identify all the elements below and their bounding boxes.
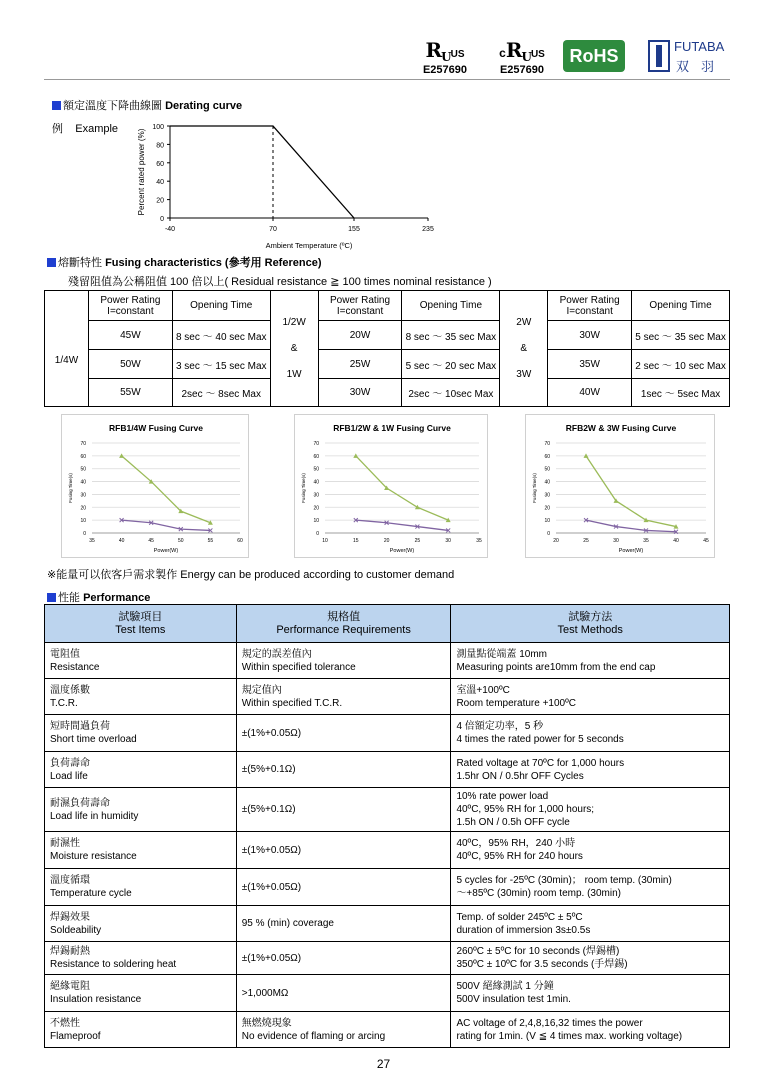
fusing-curve-2-box	[294, 414, 488, 558]
series-line	[586, 456, 676, 527]
table-row	[45, 643, 730, 679]
time-cell: 2sec ～ 8sec Max	[172, 379, 270, 407]
method-cell: 10% rate power load 40ºC, 95% RH for 1,000 hours; 1.5h ON / 0.5h OFF cycle	[451, 788, 730, 832]
requirement-cell: 規定的誤差值內 Within specified tolerance	[236, 643, 451, 679]
test-item-cell: 短時間過負荷 Short time overload	[45, 715, 237, 752]
table-row	[45, 942, 730, 975]
fusing-curve-3-chart	[526, 415, 716, 559]
test-item-cell: 負荷壽命 Load life	[45, 752, 237, 788]
method-cell: AC voltage of 2,4,8,16,32 times the power rating for 1min. (V ≦ 4 times max. working voltage)	[451, 1012, 730, 1048]
x-tick-label: 45	[148, 538, 154, 544]
performance-header-row	[45, 605, 730, 643]
futaba-logo-icon	[648, 40, 670, 72]
power-cell: 25W	[318, 350, 402, 379]
time-cell: 8 sec ～ 35 sec Max	[402, 321, 500, 350]
col-test-items: 試驗項目 Test Items	[45, 605, 237, 643]
power-cell: 30W	[318, 379, 402, 407]
y-tick-label: 70	[313, 441, 319, 447]
y-tick-label: 30	[313, 492, 319, 499]
ul-logo-icon: $R_U$	[425, 38, 451, 64]
cul-cert	[492, 38, 552, 76]
power-cell: 30W	[548, 321, 632, 350]
requirement-cell: 95 % (min) coverage	[236, 906, 451, 942]
cul-logo-icon: $R_U$	[505, 38, 531, 64]
fusing-table	[44, 290, 730, 407]
cert-us-label: US	[530, 49, 545, 60]
power-cell: 40W	[548, 379, 632, 407]
y-tick-label: 0	[316, 531, 319, 537]
y-tick-label: 50	[313, 466, 319, 473]
x-tick-label: 40	[118, 538, 125, 544]
method-cell: 40ºC，95% RH，240 小時 40ºC, 95% RH for 240 hours	[451, 832, 730, 869]
y-tick-label: 10	[313, 518, 319, 525]
bullet-square-icon	[47, 593, 56, 602]
power-header: Power Rating I=constant	[548, 291, 632, 321]
chart-title: RFB1/4W Fusing Curve	[109, 423, 203, 433]
chart-title: RFB2W & 3W Fusing Curve	[565, 423, 677, 433]
x-tick-label: 235	[422, 226, 434, 233]
rohs-badge: RoHS	[563, 40, 625, 72]
y-tick-label: 20	[156, 197, 164, 205]
test-item-cell: 焊錫耐熱 Resistance to soldering heat	[45, 942, 237, 975]
test-item-cell: 絕緣電阻 Insulation resistance	[45, 975, 237, 1012]
series-line	[356, 520, 448, 530]
table-row	[45, 679, 730, 715]
x-tick-label: 155	[348, 226, 360, 233]
test-item-cell: 耐濕性 Moisture resistance	[45, 832, 237, 869]
fusing-curve-2-chart	[295, 415, 489, 559]
ul-cert-1	[418, 38, 472, 76]
y-tick-label: 20	[313, 505, 319, 512]
y-axis-label: Fusing Time(s)	[532, 473, 537, 503]
cert-code: E257690	[422, 64, 468, 76]
y-tick-label: 70	[544, 441, 550, 447]
test-item-cell: 電阻值 Resistance	[45, 643, 237, 679]
x-axis-label: Ambient Temperature (ºC)	[265, 241, 353, 250]
x-tick-label: 30	[613, 538, 619, 544]
y-tick-label: 80	[156, 142, 164, 150]
performance-table	[44, 604, 730, 1048]
cert-us-label: US	[450, 49, 465, 60]
y-axis-label: Fusing Time(s)	[301, 473, 306, 503]
y-tick-label: 60	[544, 453, 550, 460]
opening-header: Opening Time	[402, 291, 500, 321]
power-header: Power Rating I=constant	[318, 291, 402, 321]
power-cell: 55W	[88, 379, 172, 407]
method-cell: 室溫+100ºC Room temperature +100ºC	[451, 679, 730, 715]
series-line	[122, 456, 211, 523]
cert-c-label: c	[499, 46, 506, 60]
x-tick-label: 25	[583, 538, 589, 544]
x-tick-label: 15	[353, 538, 359, 544]
group-label: 1/2W & 1W	[270, 291, 318, 407]
requirement-cell: ±(1%+0.05Ω)	[236, 715, 451, 752]
time-cell: 8 sec ～ 40 sec Max	[172, 321, 270, 350]
cert-code: E257690	[499, 64, 545, 76]
x-tick-label: 40	[673, 538, 679, 544]
table-row	[45, 321, 730, 350]
group-label: 1/4W	[45, 291, 89, 407]
y-tick-label: 70	[80, 441, 86, 447]
requirement-cell: 無燃燒現象 No evidence of flaming or arcing	[236, 1012, 451, 1048]
performance-title: 性能 Performance	[47, 589, 150, 605]
series-line	[586, 520, 676, 532]
x-tick-label: -40	[164, 226, 176, 233]
method-cell: Rated voltage at 70ºC for 1,000 hours 1.5hr ON / 0.5hr OFF Cycles	[451, 752, 730, 788]
x-tick-label: 30	[445, 538, 451, 544]
derating-line	[170, 126, 354, 218]
time-cell: 1sec ～ 5sec Max	[632, 379, 730, 407]
time-cell: 2sec ～ 10sec Max	[402, 379, 500, 407]
table-row	[45, 975, 730, 1012]
y-tick-label: 60	[156, 160, 164, 168]
power-cell: 20W	[318, 321, 402, 350]
brand-name: FUTABA	[674, 39, 725, 54]
x-tick-label: 10	[322, 538, 328, 544]
col-requirements: 規格值 Performance Requirements	[236, 605, 451, 643]
time-cell: 3 sec ～ 15 sec Max	[172, 350, 270, 379]
power-cell: 50W	[88, 350, 172, 379]
test-item-cell: 不燃性 Flameproof	[45, 1012, 237, 1048]
method-cell: 500V 絕緣測試 1 分鐘 500V insulation test 1min.	[451, 975, 730, 1012]
col-test-methods: 試驗方法 Test Methods	[451, 605, 730, 643]
requirement-cell: ±(1%+0.05Ω)	[236, 869, 451, 906]
table-row	[45, 869, 730, 906]
method-cell: 5 cycles for -25ºC (30min)； room temp. (30min) ～+85ºC (30min) room temp. (30min)	[451, 869, 730, 906]
fusing-curve-1-box	[61, 414, 249, 558]
test-item-cell: 耐濕負荷壽命 Load life in humidity	[45, 788, 237, 832]
table-row	[45, 832, 730, 869]
x-tick-label: 55	[207, 538, 214, 544]
bullet-square-icon	[52, 101, 61, 110]
test-item-cell: 溫度係數 T.C.R.	[45, 679, 237, 715]
y-tick-label: 20	[80, 505, 86, 512]
power-header: Power Rating I=constant	[88, 291, 172, 321]
residual-note: 殘留阻值為公稱阻值 100 倍以上( Residual resistance ≧ 100 times nominal resistance )	[68, 276, 492, 288]
x-tick-label: 35	[476, 538, 482, 544]
series-line	[356, 456, 448, 520]
y-tick-label: 40	[156, 179, 164, 187]
time-cell: 5 sec ～ 35 sec Max	[632, 321, 730, 350]
requirement-cell: ±(1%+0.05Ω)	[236, 942, 451, 975]
table-row	[45, 350, 730, 379]
fusing-curve-3-box	[525, 414, 715, 558]
x-tick-label: 35	[643, 538, 649, 544]
y-tick-label: 0	[547, 531, 550, 537]
x-tick-label: 20	[553, 538, 559, 544]
y-tick-label: 60	[313, 453, 319, 460]
derating-chart	[128, 118, 448, 254]
series-line	[122, 520, 211, 530]
y-tick-label: 30	[80, 492, 86, 499]
bullet-square-icon	[47, 258, 56, 267]
fusing-curve-1-chart	[62, 415, 250, 559]
requirement-cell: 規定值內 Within specified T.C.R.	[236, 679, 451, 715]
opening-header: Opening Time	[172, 291, 270, 321]
time-cell: 5 sec ～ 20 sec Max	[402, 350, 500, 379]
table-row	[45, 906, 730, 942]
method-cell: 4 倍額定功率，5 秒 4 times the rated power for 5 seconds	[451, 715, 730, 752]
method-cell: 測量點從端蓋 10mm Measuring points are10mm from the end cap	[451, 643, 730, 679]
y-tick-label: 30	[544, 492, 550, 499]
table-row	[45, 788, 730, 832]
x-tick-label: 35	[89, 538, 95, 544]
page-number: 27	[376, 1057, 391, 1071]
y-tick-label: 20	[544, 505, 550, 512]
group-label: 2W & 3W	[500, 291, 548, 407]
power-cell: 45W	[88, 321, 172, 350]
x-tick-label: 60	[237, 538, 243, 544]
table-row	[45, 715, 730, 752]
method-cell: 260ºC ± 5ºC for 10 seconds (焊錫槽) 350ºC ± 10ºC for 3.5 seconds (手焊錫)	[451, 942, 730, 975]
brand-name-cn: 双羽	[676, 59, 727, 74]
time-cell: 2 sec ～ 10 sec Max	[632, 350, 730, 379]
x-axis-label: Power(W)	[153, 548, 179, 554]
y-tick-label: 50	[80, 466, 86, 473]
y-tick-label: 50	[544, 466, 550, 473]
y-tick-label: 40	[313, 479, 319, 486]
example-label: 例 Example	[52, 123, 119, 135]
requirement-cell: ±(1%+0.05Ω)	[236, 832, 451, 869]
x-axis-label: Power(W)	[389, 548, 415, 554]
y-tick-label: 40	[80, 479, 86, 486]
y-tick-label: 10	[80, 518, 86, 525]
x-axis-label: Power(W)	[618, 548, 644, 554]
x-tick-label: 70	[269, 226, 277, 233]
y-axis-label: Fusing Time(s)	[68, 473, 73, 503]
y-tick-label: 100	[152, 124, 164, 131]
y-tick-label: 40	[544, 479, 550, 486]
y-tick-label: 0	[83, 531, 86, 537]
power-cell: 35W	[548, 350, 632, 379]
y-tick-label: 60	[80, 453, 86, 460]
x-tick-label: 45	[703, 538, 709, 544]
method-cell: Temp. of solder 245ºC ± 5ºC duration of immersion 3s±0.5s	[451, 906, 730, 942]
test-item-cell: 溫度循環 Temperature cycle	[45, 869, 237, 906]
y-tick-label: 10	[544, 518, 550, 525]
y-tick-label: 0	[160, 216, 164, 223]
requirement-cell: ±(5%+0.1Ω)	[236, 788, 451, 832]
opening-header: Opening Time	[632, 291, 730, 321]
chart-title: RFB1/2W & 1W Fusing Curve	[333, 423, 451, 433]
test-item-cell: 焊錫效果 Soldeability	[45, 906, 237, 942]
table-row	[45, 379, 730, 407]
x-tick-label: 20	[383, 538, 390, 544]
y-axis-label: Percent rated power (%)	[137, 128, 146, 216]
x-tick-label: 25	[414, 538, 421, 544]
energy-note: ※能量可以依客戶需求製作 Energy can be produced according to customer demand	[47, 569, 455, 581]
header-divider	[44, 79, 730, 80]
table-row	[45, 1012, 730, 1048]
requirement-cell: ±(5%+0.1Ω)	[236, 752, 451, 788]
fusing-title: 熔斷特性 Fusing characteristics (參考用 Reference)	[47, 254, 321, 270]
requirement-cell: >1,000MΩ	[236, 975, 451, 1012]
x-tick-label: 50	[178, 538, 184, 544]
derating-title: 額定溫度下降曲線圖 Derating curve	[52, 97, 242, 113]
table-row	[45, 752, 730, 788]
